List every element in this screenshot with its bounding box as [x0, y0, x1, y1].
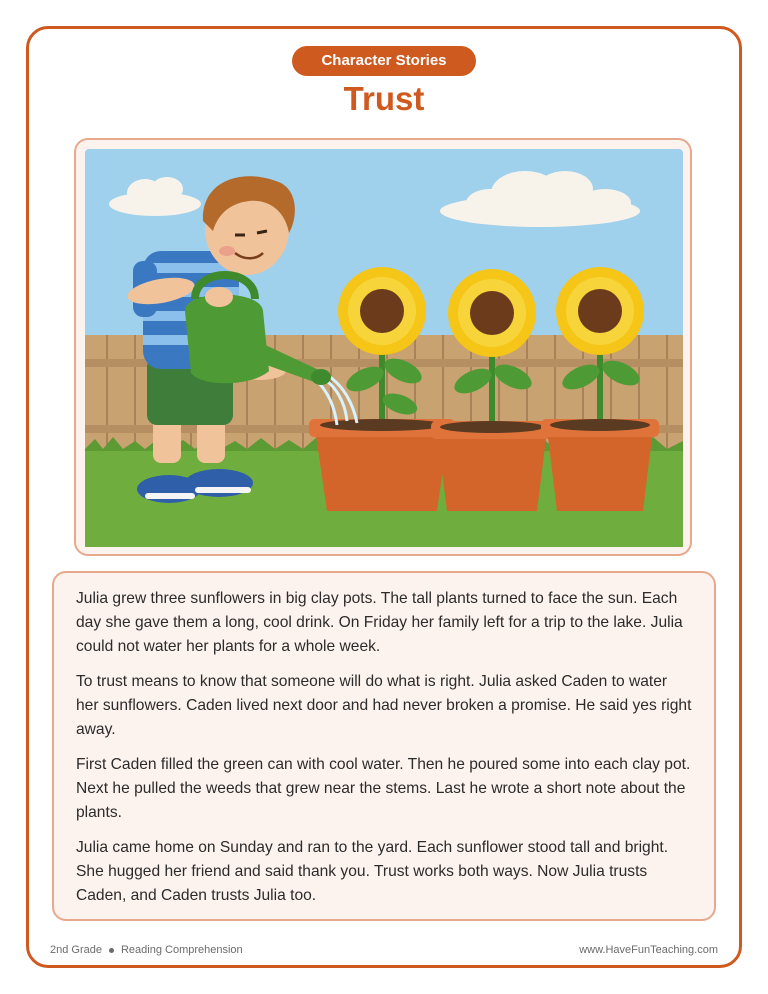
page-title: Trust	[343, 80, 425, 117]
footer-grade: 2nd Grade	[50, 944, 102, 956]
footer-subject: Reading Comprehension	[120, 944, 243, 956]
footer-grade-subject	[50, 944, 243, 956]
story-paragraph-1: Julia grew three sunflowers in big clay pots. The tall plants turned to face the sun. Each day she gave them a long, cool drink. On Friday her family left for a trip to the lake. Julia could not water her plants for a whole week.	[76, 590, 683, 655]
story-paragraph-2: To trust means to know that someone will do what is right. Julia asked Caden to water her sunflowers. Caden lived next door and had never broken a promise. He said yes right away.	[76, 673, 692, 738]
story-paragraph-3: First Caden filled the green can with cool water. Then he poured some into each clay pot. Next he pulled the weeds that grew near the stems. Last he wrote a short note about the plants.	[76, 756, 691, 821]
bullet-dot-icon	[109, 948, 114, 953]
illustration-frame	[74, 138, 692, 556]
illustration-boy-watering-sunflowers	[85, 149, 683, 547]
footer-website[interactable]: www.HaveFunTeaching.com	[579, 944, 718, 956]
story-paragraph-4: Julia came home on Sunday and ran to the yard. Each sunflower stood tall and bright. She hugged her friend and said thank you. Trust works both ways. Now Julia trusts Caden, and Caden trusts Julia too.	[76, 839, 669, 904]
series-badge: Character Stories	[292, 46, 476, 76]
story-panel	[52, 571, 716, 921]
